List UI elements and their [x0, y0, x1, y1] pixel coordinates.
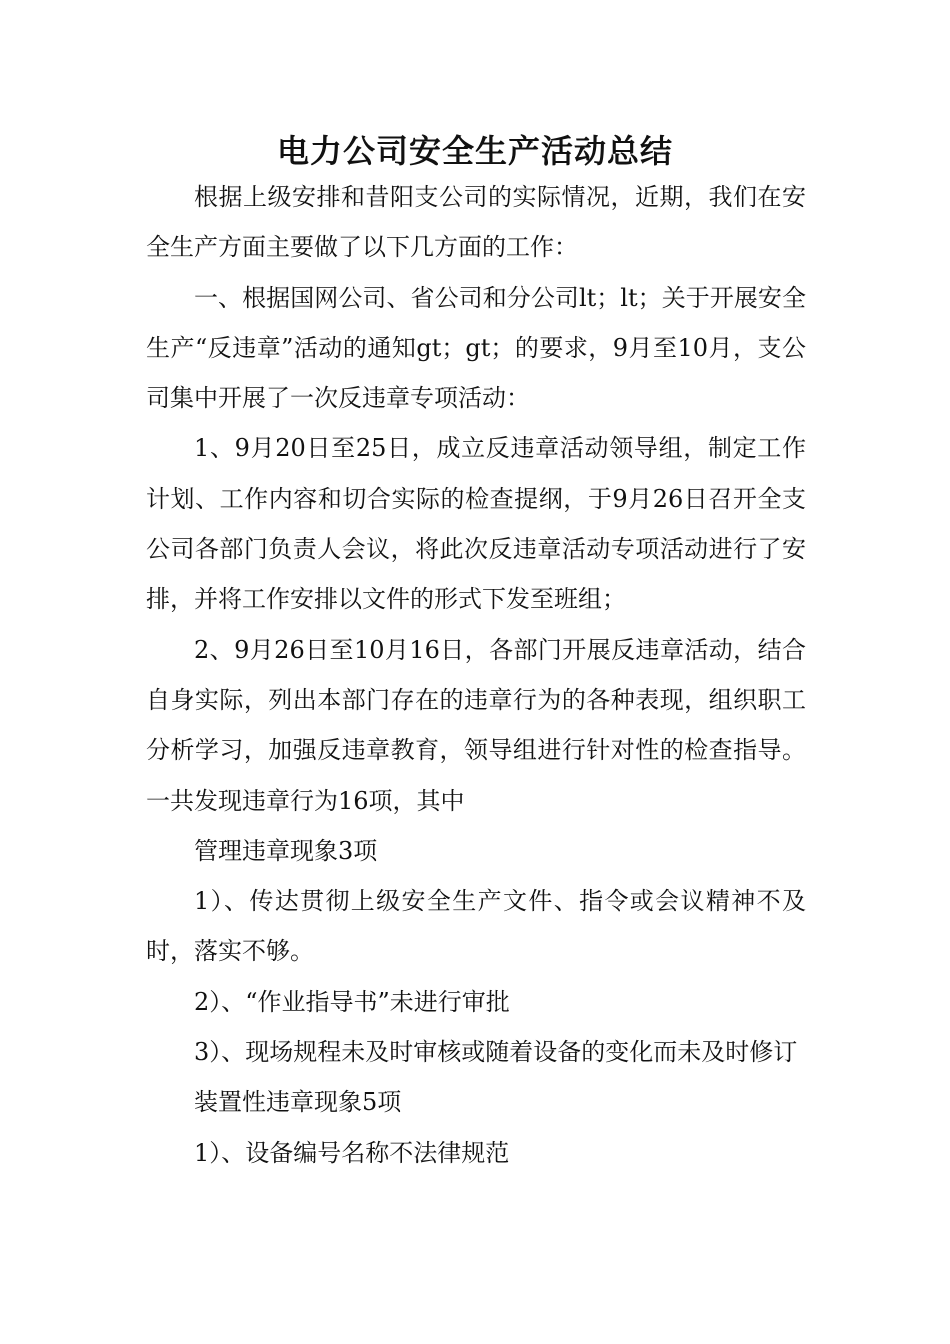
paragraph-section-one: 一、根据国网公司、省公司和分公司lt；lt；关于开展安全生产“反违章”活动的通知gt；gt；的要求，9月至10月，支公司集中开展了一次反违章专项活动：	[146, 283, 806, 413]
paragraph-device-heading: 装置性违章现象5项	[194, 1088, 402, 1117]
paragraph-intro: 根据上级安排和昔阳支公司的实际情况，近期，我们在安全生产方面主要做了以下几方面的工作：	[146, 183, 806, 262]
paragraph-item-1: 1、9月20日至25日，成立反违章活动领导组，制定工作计划、工作内容和切合实际的检查提纲，于9月26日召开全支公司各部门负责人会议，将此次反违章活动专项活动进行了安排，并将工作安排以文件的形式下发至班组；	[146, 434, 806, 614]
paragraph-management-1: 1）、传达贯彻上级安全生产文件、指令或会议精神不及时，落实不够。	[146, 887, 806, 966]
document-body	[146, 172, 806, 1178]
paragraph-management-2: 2）、“作业指导书”未进行审批	[194, 987, 510, 1016]
paragraph-device-1: 1）、设备编号名称不法律规范	[194, 1138, 510, 1167]
paragraph-management-3: 3）、现场规程未及时审核或随着设备的变化而未及时修订	[194, 1038, 798, 1067]
paragraph-management-heading: 管理违章现象3项	[194, 836, 378, 865]
document-title: 电力公司安全生产活动总结	[276, 132, 673, 170]
paragraph-item-2: 2、9月26日至10月16日，各部门开展反违章活动，结合自身实际，列出本部门存在的违章行为的各种表现，组织职工分析学习，加强反违章教育，领导组进行针对性的检查指导。一共发现违章行为16项，其中	[146, 635, 806, 815]
